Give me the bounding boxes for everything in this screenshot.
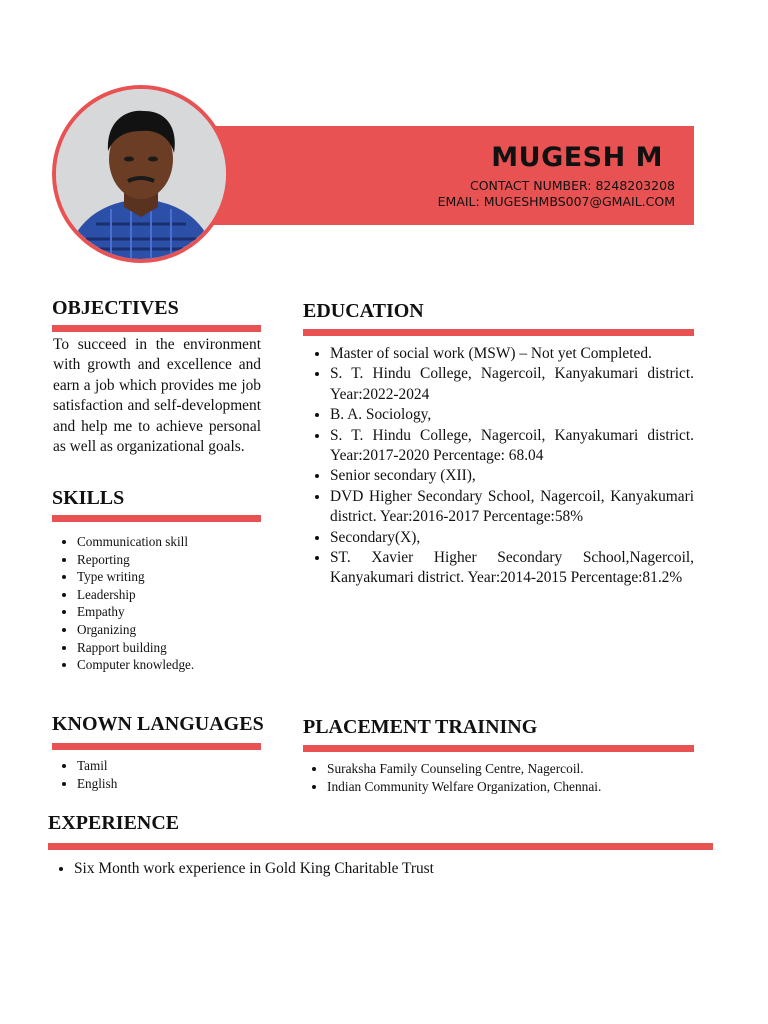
list-item: • Master of social work (MSW) – Not yet Completed. (330, 344, 694, 364)
profile-photo (52, 85, 230, 263)
experience-divider (48, 843, 713, 850)
list-item: • S. T. Hindu College, Nagercoil, Kanyakumari district. Year:2017-2020 Percentage: 68.04 (330, 426, 694, 467)
experience-title: EXPERIENCE (48, 812, 180, 834)
list-item: • Computer knowledge. (77, 656, 287, 674)
languages-divider (52, 743, 261, 750)
list-item: • DVD Higher Secondary School, Nagercoil, Kanyakumari district. Year:2016-2017 Percentage:58% (330, 487, 694, 528)
list-item: • Six Month work experience in Gold King Charitable Trust (74, 859, 724, 879)
list-item: • Organizing (77, 621, 287, 639)
contact-email: EMAIL: MUGESHMBS007@GMAIL.COM (437, 194, 675, 209)
placement-divider (303, 745, 694, 752)
experience-list (52, 859, 724, 879)
education-title: EDUCATION (303, 300, 424, 322)
objectives-divider (52, 325, 261, 332)
list-item: • S. T. Hindu College, Nagercoil, Kanyakumari district. Year:2022-2024 (330, 364, 694, 405)
education-divider (303, 329, 694, 336)
languages-title: KNOWN LANGUAGES (52, 713, 264, 735)
skills-title: SKILLS (52, 487, 125, 509)
candidate-name: MUGESH M (491, 142, 663, 173)
contact-number: CONTACT NUMBER: 8248203208 (469, 178, 675, 193)
education-list (308, 344, 694, 589)
list-item: • Communication skill (77, 533, 287, 551)
list-item: • Rapport building (77, 639, 287, 657)
list-item: • Suraksha Family Counseling Centre, Nagercoil. (327, 760, 717, 778)
list-item: • ST. Xavier Higher Secondary School,Nagercoil, Kanyakumari district. Year:2014-2015 Percentage:81.2% (330, 548, 694, 589)
list-item: • Empathy (77, 603, 287, 621)
objectives-title: OBJECTIVES (52, 297, 179, 319)
list-item: • Secondary(X), (330, 528, 694, 548)
profile-photo-illustration (56, 89, 226, 259)
objectives-text: To succeed in the environment with growth and excellence and earn a job which provides me job satisfaction and self-development and help me to achieve personal as well as organizational goals. (53, 336, 261, 456)
list-item: • Indian Community Welfare Organization, Chennai. (327, 778, 717, 796)
list-item: • Reporting (77, 551, 287, 569)
list-item: • Senior secondary (XII), (330, 466, 694, 486)
header-banner (211, 126, 694, 225)
placement-list (305, 760, 717, 795)
skills-list (55, 533, 287, 674)
placement-title: PLACEMENT TRAINING (303, 716, 538, 738)
list-item: • Type writing (77, 568, 287, 586)
list-item: • Leadership (77, 586, 287, 604)
languages-list (55, 757, 287, 792)
list-item: • Tamil (77, 757, 287, 775)
contact-block (438, 178, 675, 210)
list-item: • B. A. Sociology, (330, 405, 694, 425)
skills-divider (52, 515, 261, 522)
list-item: • English (77, 775, 287, 793)
